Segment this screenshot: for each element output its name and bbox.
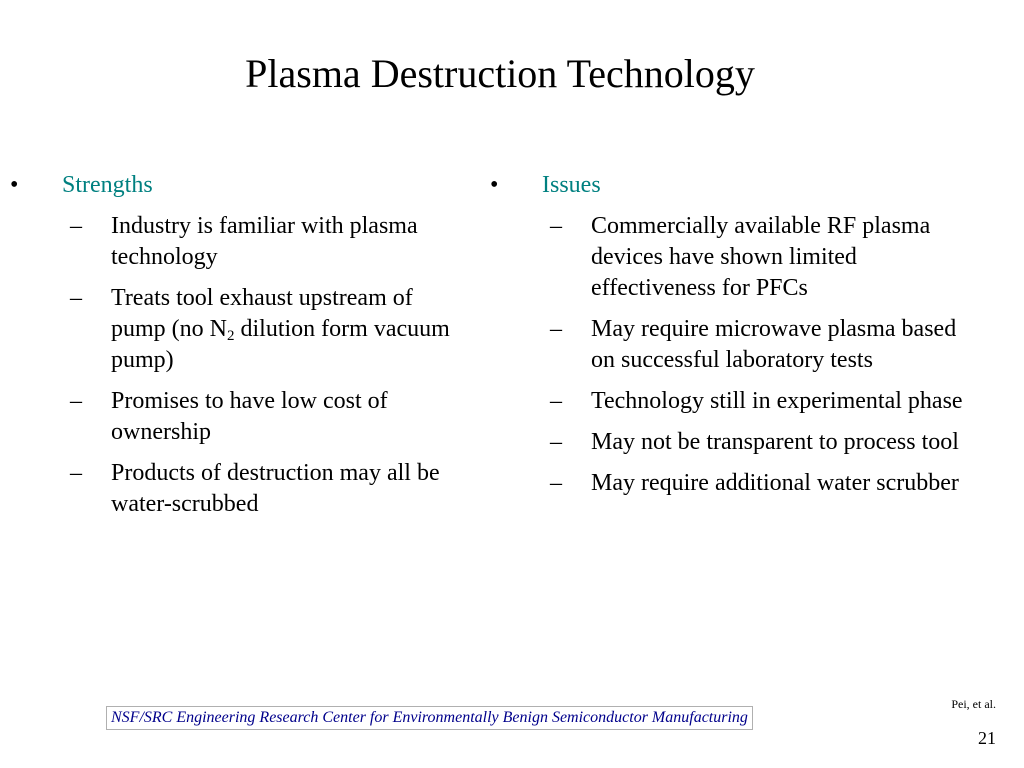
footer-banner: NSF/SRC Engineering Research Center for Environmentally Benign Semiconductor Manufacturing bbox=[106, 706, 753, 730]
list-item bbox=[490, 314, 970, 376]
strength-text: Promises to have low cost of ownership bbox=[111, 388, 388, 445]
strength-text-after: dilution form vacuum pump) bbox=[111, 316, 450, 373]
issues-column bbox=[490, 170, 970, 509]
strengths-column bbox=[10, 170, 460, 530]
subscript-two: 2 bbox=[227, 328, 235, 344]
author-credit: Pei, et al. bbox=[951, 697, 996, 711]
dash-icon: – bbox=[70, 460, 82, 486]
issue-text: May not be transparent to process tool bbox=[591, 429, 959, 455]
issues-bullet bbox=[490, 170, 970, 201]
dash-icon: – bbox=[70, 213, 82, 239]
issue-text: May require microwave plasma based on successful laboratory tests bbox=[591, 316, 957, 373]
issue-text: May require additional water scrubber bbox=[591, 470, 959, 496]
strength-text: Industry is familiar with plasma technology bbox=[111, 213, 418, 270]
dash-icon: – bbox=[550, 316, 562, 342]
strength-text-before: Treats tool exhaust upstream of pump (no N bbox=[111, 285, 413, 342]
list-item bbox=[10, 458, 460, 520]
list-item bbox=[10, 211, 460, 273]
list-item bbox=[490, 211, 970, 304]
dash-icon: – bbox=[550, 213, 562, 239]
dash-icon: – bbox=[550, 388, 562, 414]
dash-icon: – bbox=[70, 388, 82, 414]
dash-icon: – bbox=[550, 429, 562, 455]
slide-title: Plasma Destruction Technology bbox=[245, 51, 755, 96]
bullet-icon: • bbox=[490, 172, 499, 198]
issue-text: Commercially available RF plasma devices have shown limited effectiveness for PFCs bbox=[591, 213, 931, 301]
strength-text bbox=[111, 283, 460, 376]
issue-text: Technology still in experimental phase bbox=[591, 388, 963, 414]
bullet-icon: • bbox=[10, 172, 19, 198]
strengths-heading: Strengths bbox=[62, 172, 153, 198]
list-item bbox=[490, 468, 970, 499]
list-item bbox=[490, 386, 970, 417]
strengths-list bbox=[10, 211, 460, 520]
dash-icon: – bbox=[550, 470, 562, 496]
strengths-bullet bbox=[10, 170, 460, 201]
issues-list bbox=[490, 211, 970, 499]
page-number: 21 bbox=[978, 728, 996, 748]
list-item bbox=[10, 386, 460, 448]
list-item bbox=[490, 427, 970, 458]
issues-heading: Issues bbox=[542, 172, 601, 198]
strength-text: Products of destruction may all be water-scrubbed bbox=[111, 460, 440, 517]
dash-icon: – bbox=[70, 285, 82, 311]
list-item bbox=[10, 283, 460, 376]
